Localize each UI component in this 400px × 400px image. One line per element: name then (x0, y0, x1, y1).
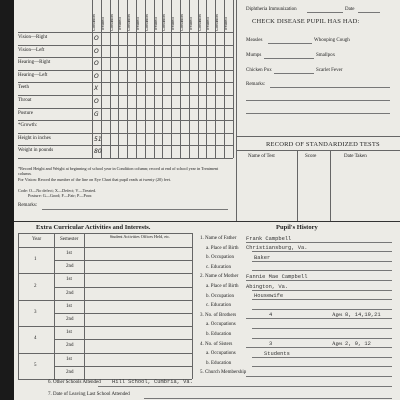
health-row-line (18, 70, 233, 71)
health-col-line (118, 0, 119, 158)
tests-col-div-1 (297, 150, 298, 221)
history-label: 2. Name of Mother (200, 274, 239, 280)
history-label: 1. Name of Father (200, 236, 237, 241)
health-col-header: Condition (91, 14, 96, 31)
history-label: a. Occupations (206, 322, 236, 328)
disease-remarks-line-2 (246, 100, 390, 101)
extra-title: Extra Curricular Activities and Interests. (36, 224, 151, 231)
extra-row-line (54, 366, 192, 367)
history-value: Baker (254, 254, 271, 261)
health-col-line (154, 0, 155, 158)
health-row-line (18, 158, 233, 159)
extra-year: 5 (34, 362, 37, 368)
health-col-line (224, 0, 225, 158)
health-row-mark: 80 (94, 148, 102, 156)
health-note-growth: *Record Height and Weight at beginning of school year in Condition column; record at end of school year in Treatment column. (18, 166, 219, 176)
history-ages-label: Ages (332, 312, 343, 318)
diphtheria-date-label: Date (345, 7, 355, 12)
health-row-mark: X (94, 85, 99, 93)
diphtheria-line (307, 12, 343, 13)
health-remarks-label: Remarks: (18, 203, 38, 208)
other-schools-value: Hill School, Cumbria, Va. (112, 379, 193, 385)
health-col-line (180, 0, 181, 158)
history-label: b. Occupation (206, 293, 235, 299)
health-col-header: Condition (161, 14, 167, 31)
extra-semester: 1st (66, 303, 72, 309)
disease-mumps: Mumps (246, 53, 262, 58)
extra-semester: 2nd (66, 290, 74, 296)
history-line (246, 318, 392, 319)
health-col-header: Treated (223, 17, 228, 31)
extra-semester: 1st (66, 356, 72, 362)
history-line (252, 251, 392, 252)
section-divider (14, 221, 400, 222)
extra-year: 2 (34, 283, 37, 289)
history-label: b. Education (206, 360, 232, 366)
history-label: a. Occupations (206, 351, 236, 357)
history-value: Fannie Mae Campbell (246, 273, 308, 280)
health-col-line (127, 0, 128, 158)
health-row-label: Weight in pounds (18, 148, 54, 154)
extra-row-line (54, 260, 192, 261)
health-row-label: Vision—Right (18, 35, 48, 40)
health-row-label: Hearing—Right (18, 60, 51, 66)
history-line (246, 280, 392, 281)
history-line (252, 270, 392, 271)
history-label: a. Place of Birth (206, 245, 239, 251)
history-line (252, 299, 392, 300)
record-card (14, 0, 400, 400)
health-col-header: Treated (117, 17, 123, 31)
disease-remarks-line-3 (246, 113, 390, 114)
extra-col-line (84, 233, 85, 379)
health-col-header: Condition (196, 14, 202, 31)
extra-row-line (18, 273, 192, 274)
extra-semester: 2nd (66, 264, 74, 270)
health-row-label: *Growth: (18, 123, 38, 129)
extra-row-line (18, 300, 192, 301)
health-row-line (18, 82, 233, 83)
health-row-mark: O (94, 98, 99, 105)
extra-header-semester: Semester (60, 237, 79, 242)
health-col-header: Treated (187, 17, 193, 31)
disease-remarks-label: Remarks: (246, 82, 266, 87)
extra-semester: 2nd (66, 369, 74, 375)
health-note-code: Code: O—No defect; X—Defect; V—Treated. (18, 188, 97, 193)
measles-line (268, 43, 312, 44)
health-row-mark: 51 (94, 135, 102, 143)
extra-row-line (18, 353, 192, 354)
health-row-label: Posture (18, 110, 33, 116)
health-col-line (162, 0, 163, 158)
other-schools-line (98, 386, 392, 387)
disease-smallpox: Smallpox (316, 53, 336, 58)
health-row-line (18, 145, 233, 146)
health-row-mark: O (94, 72, 99, 80)
health-row-line (18, 133, 233, 134)
health-col-line (206, 0, 207, 158)
history-value: 4 (269, 312, 273, 319)
history-line (252, 338, 392, 339)
history-value: Christiansburg, Va. (246, 245, 308, 252)
leaving-date-line (144, 398, 392, 399)
history-line (252, 366, 392, 367)
disease-whooping-cough: Whooping Cough (314, 38, 350, 43)
history-label: 5. Church Membership (200, 370, 247, 376)
history-line (252, 261, 392, 262)
tests-title: RECORD OF STANDARDIZED TESTS (266, 141, 380, 148)
tests-title-rule (236, 150, 400, 151)
disease-title: CHECK DISEASE PUPIL HAS HAD: (252, 18, 360, 25)
history-line (246, 347, 392, 348)
history-value: Housewife (254, 293, 284, 300)
history-label: c. Education (206, 303, 231, 309)
health-row-line (18, 32, 233, 33)
health-row-mark: O (94, 35, 99, 42)
health-col-header: Condition (214, 14, 220, 31)
disease-remarks-line (270, 87, 390, 88)
health-col-header: Condition (108, 14, 114, 31)
chickenpox-line (274, 73, 314, 74)
history-value: Students (264, 350, 290, 357)
diphtheria-date-line (358, 12, 380, 13)
health-col-line (101, 0, 102, 158)
extra-year: 4 (34, 336, 37, 342)
history-value: 3 (269, 341, 273, 348)
health-col-line (92, 0, 93, 158)
extra-year: 1 (34, 257, 37, 263)
health-row-line (18, 57, 233, 58)
other-schools-label: 6. Other Schools Attended (48, 380, 101, 385)
extra-row-line (54, 339, 192, 340)
health-col-header: Condition (179, 14, 184, 31)
history-label: b. Education (206, 332, 232, 337)
tests-top-rule (236, 136, 400, 137)
extra-header-year: Year (32, 237, 42, 242)
health-col-header: Condition (126, 14, 132, 31)
extra-semester: 2nd (66, 317, 74, 322)
extra-row-line (54, 287, 192, 288)
history-ages-label: Ages (332, 341, 343, 347)
health-col-line (233, 0, 234, 158)
health-row-label: Hearing—Left (18, 72, 48, 78)
health-col-line (110, 0, 111, 158)
extra-col-line (192, 233, 193, 379)
health-col-line (189, 0, 190, 158)
health-col-line (145, 0, 146, 158)
disease-chicken-pox: Chicken Pox (246, 68, 272, 73)
extra-semester: 2nd (66, 343, 74, 349)
history-label: 3. No. of Brothers (200, 312, 237, 318)
health-col-header: Treated (205, 17, 211, 31)
tests-header-name: Name of Test (248, 154, 275, 159)
mumps-line (264, 58, 314, 59)
diphtheria-label: Diphtheria Immunization (246, 7, 297, 12)
health-note-posture: Posture: G—Good; F—Fair; P—Poor. (28, 193, 93, 198)
history-title: Pupil's History (276, 224, 318, 231)
extra-semester: 1st (66, 251, 72, 256)
extra-year: 3 (34, 310, 37, 315)
health-col-header: Treated (135, 17, 140, 31)
tests-header-date: Date Taken (344, 154, 367, 159)
health-row-label: Height in inches (18, 135, 51, 141)
history-label: a. Place of Birth (206, 284, 239, 289)
health-remarks-line (42, 209, 228, 210)
health-col-line (171, 0, 172, 158)
history-value: Frank Campbell (246, 235, 292, 242)
history-line (246, 376, 392, 377)
disease-measles: Measles (246, 38, 263, 43)
history-line (246, 242, 392, 243)
health-row-label: Throat (18, 98, 32, 103)
extra-row-line (18, 326, 192, 327)
extra-semester: 1st (66, 330, 72, 336)
health-row-line (18, 120, 233, 121)
extra-col-line (54, 233, 55, 379)
history-label: c. Education (206, 264, 231, 270)
disease-scarlet-fever: Scarlet Fever (316, 68, 343, 73)
health-col-header: Condition (143, 14, 149, 31)
tests-col-div-2 (330, 150, 331, 221)
health-row-mark: G (94, 110, 99, 118)
health-row-mark: O (94, 47, 99, 55)
extra-row-line (54, 313, 192, 314)
tests-header-score: Score (305, 154, 317, 159)
extra-header-activities: Student Activities Offices Held, etc. (109, 234, 171, 239)
history-label: b. Occupation (206, 255, 235, 261)
health-row-line (18, 108, 233, 109)
history-label: 4. No. of Sisters (200, 341, 233, 347)
column-divider (236, 0, 237, 221)
history-ages-value: 2, 9, 12 (345, 341, 371, 348)
health-row-line (18, 95, 233, 96)
health-col-line (136, 0, 137, 158)
health-row-line (18, 45, 233, 46)
health-col-header: Treated (152, 17, 158, 31)
health-col-header: Treated (170, 17, 176, 31)
extra-semester: 1st (66, 277, 72, 283)
health-row-label: Vision—Left (18, 47, 45, 53)
health-row-label: Teeth (18, 85, 30, 91)
health-col-line (198, 0, 199, 158)
history-line (252, 309, 392, 310)
health-note-vision: For Vision: Record the number of the line on Eye Chart that pupil reads at twenty (20) feet. (18, 177, 171, 182)
history-line (252, 357, 392, 358)
history-ages-value: 8, 14,19,21 (345, 312, 381, 319)
extra-col-line (18, 233, 19, 379)
health-col-header: Treated (99, 17, 105, 31)
history-line (252, 290, 392, 291)
leaving-date-label: 7. Date of Leaving Last School Attended (48, 392, 130, 397)
health-col-line (215, 0, 216, 158)
health-row-mark: O (94, 60, 99, 68)
history-line (252, 328, 392, 329)
history-value: Abington, Va. (246, 283, 289, 290)
extra-header-rule (18, 247, 192, 248)
